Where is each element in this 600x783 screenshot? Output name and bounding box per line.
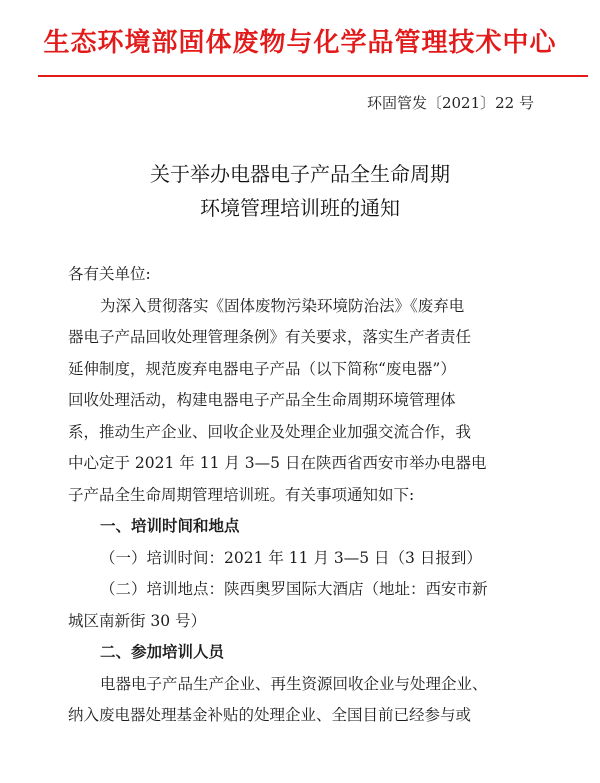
red-divider-line (38, 75, 588, 77)
notice-body (68, 259, 548, 732)
intro-line: 延伸制度，规范废弃电器电子产品（以下简称“废电器”） (68, 359, 456, 378)
intro-line: 回收处理活动，构建电器电子产品全生命周期环境管理体 (68, 391, 456, 409)
participants-line-2: 纳入废电器处理基金补贴的处理企业、全国目前已经参与或 (68, 706, 472, 724)
title-line-1: 关于举办电器电子产品全生命周期 (150, 162, 450, 186)
training-time: （一）培训时间：2021 年 11 月 3—5 日（3 日报到） (100, 548, 482, 567)
participants-line-1: 电器电子产品生产企业、再生资源回收企业与处理企业、 (100, 674, 488, 693)
organization-header: 生态环境部固体废物与化学品管理技术中心 (43, 28, 557, 58)
intro-line: 为深入贯彻落实《固体废物污染环境防治法》《废弃电 (100, 296, 465, 315)
document-number: 环固管发〔2021〕22 号 (366, 94, 534, 112)
training-location-line-1: （二）培训地点：陕西奥罗国际大酒店（地址：西安市新 (100, 580, 488, 598)
notice-title (0, 157, 600, 225)
salutation: 各有关单位: (68, 265, 151, 283)
intro-paragraph (68, 291, 548, 512)
training-location-line-2: 城区南新街 30 号） (68, 611, 207, 630)
intro-line: 中心定于 2021 年 11 月 3—5 日在陕西省西安市举办电器电 (68, 454, 487, 472)
section-heading-1: 一、培训时间和地点 (100, 517, 240, 535)
section-heading-2: 二、参加培训人员 (100, 643, 225, 661)
title-line-2: 环境管理培训班的通知 (200, 196, 400, 220)
intro-line: 系，推动生产企业、回收企业及处理企业加强交流合作，我 (68, 422, 472, 441)
intro-line: 器电子产品回收处理管理条例》有关要求，落实生产者责任 (68, 328, 472, 346)
intro-line: 子产品全生命周期管理培训班。有关事项通知如下: (68, 485, 415, 504)
